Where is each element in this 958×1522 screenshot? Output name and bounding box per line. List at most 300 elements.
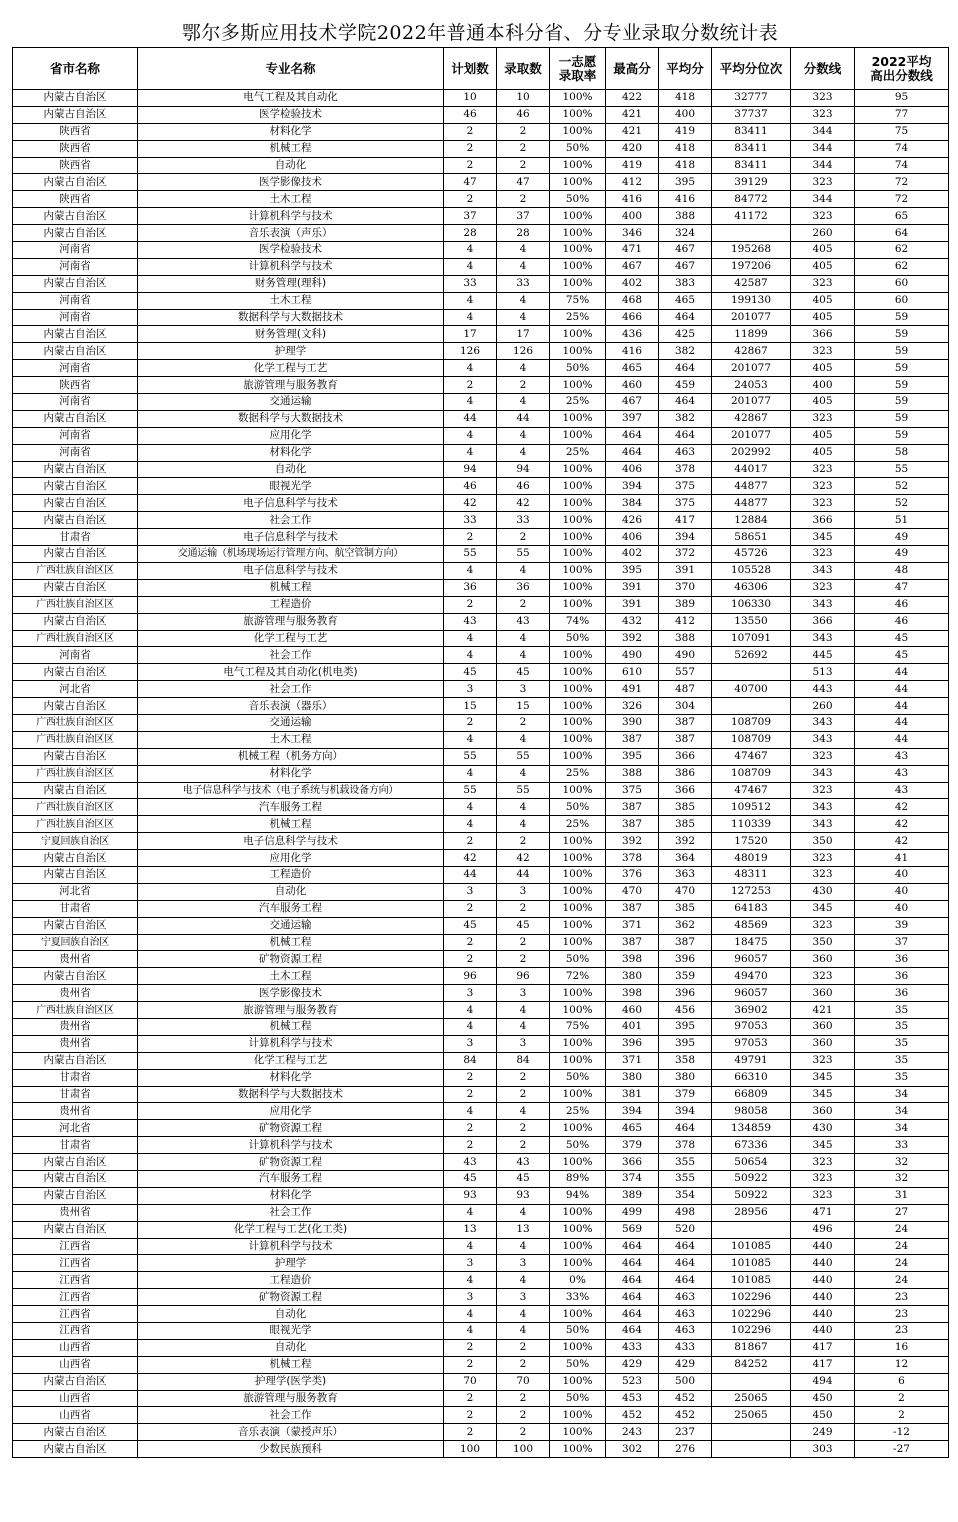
cell-province: 广西壮族自治区区 [13, 816, 138, 833]
cell-plan: 2 [444, 951, 497, 968]
cell-plan: 2 [444, 1069, 497, 1086]
cell-plan: 45 [444, 1171, 497, 1188]
cell-major: 医学影像技术 [138, 985, 444, 1002]
cell-major: 材料化学 [138, 444, 444, 461]
cell-above-line: 43 [855, 782, 949, 799]
cell-avg-rank [712, 1441, 791, 1458]
cell-avg-score: 385 [659, 799, 712, 816]
table-row [13, 562, 949, 579]
table-row [13, 495, 949, 512]
cell-avg-rank: 110339 [712, 816, 791, 833]
table-row [13, 968, 949, 985]
table-row [13, 1086, 949, 1103]
cell-score-line: 323 [791, 1171, 855, 1188]
cell-province: 内蒙古自治区 [13, 579, 138, 596]
cell-major: 旅游管理与服务教育 [138, 1002, 444, 1019]
cell-admit: 3 [497, 985, 550, 1002]
cell-above-line: 40 [855, 866, 949, 883]
col-header-avg: 平均分 [659, 48, 712, 90]
cell-first-choice-rate: 100% [550, 900, 606, 917]
cell-admit: 2 [497, 1120, 550, 1137]
cell-first-choice-rate: 100% [550, 529, 606, 546]
cell-max-score: 389 [606, 1187, 659, 1204]
cell-province: 内蒙古自治区 [13, 1154, 138, 1171]
cell-avg-score: 324 [659, 225, 712, 242]
cell-first-choice-rate: 72% [550, 968, 606, 985]
cell-plan: 2 [444, 900, 497, 917]
cell-max-score: 429 [606, 1356, 659, 1373]
cell-plan: 15 [444, 698, 497, 715]
cell-first-choice-rate: 100% [550, 495, 606, 512]
cell-score-line: 417 [791, 1356, 855, 1373]
cell-first-choice-rate: 100% [550, 579, 606, 596]
cell-major: 自动化 [138, 1306, 444, 1323]
cell-major: 矿物资源工程 [138, 1120, 444, 1137]
table-row [13, 985, 949, 1002]
cell-admit: 4 [497, 799, 550, 816]
cell-max-score: 470 [606, 883, 659, 900]
cell-first-choice-rate: 94% [550, 1187, 606, 1204]
cell-admit: 3 [497, 1289, 550, 1306]
cell-province: 内蒙古自治区 [13, 1441, 138, 1458]
cell-admit: 55 [497, 748, 550, 765]
cell-score-line: 350 [791, 934, 855, 951]
cell-above-line: 58 [855, 444, 949, 461]
cell-plan: 2 [444, 1339, 497, 1356]
cell-province: 内蒙古自治区 [13, 275, 138, 292]
cell-plan: 4 [444, 731, 497, 748]
cell-avg-score: 452 [659, 1407, 712, 1424]
cell-avg-rank: 13550 [712, 613, 791, 630]
cell-province: 内蒙古自治区 [13, 478, 138, 495]
cell-score-line: 303 [791, 1441, 855, 1458]
table-row [13, 900, 949, 917]
cell-avg-rank [712, 1373, 791, 1390]
cell-score-line: 350 [791, 833, 855, 850]
cell-avg-score: 385 [659, 816, 712, 833]
cell-avg-rank: 52692 [712, 647, 791, 664]
cell-admit: 2 [497, 596, 550, 613]
table-row [13, 1390, 949, 1407]
cell-score-line: 323 [791, 1154, 855, 1171]
cell-first-choice-rate: 100% [550, 714, 606, 731]
cell-avg-score: 370 [659, 579, 712, 596]
cell-above-line: 23 [855, 1289, 949, 1306]
cell-score-line: 440 [791, 1289, 855, 1306]
cell-admit: 4 [497, 1018, 550, 1035]
cell-avg-rank: 201077 [712, 309, 791, 326]
cell-max-score: 376 [606, 866, 659, 883]
cell-avg-rank: 83411 [712, 157, 791, 174]
cell-plan: 13 [444, 1221, 497, 1238]
cell-avg-score: 425 [659, 326, 712, 343]
cell-above-line: 40 [855, 883, 949, 900]
cell-avg-rank: 101085 [712, 1272, 791, 1289]
table-row [13, 292, 949, 309]
table-row [13, 1137, 949, 1154]
cell-avg-score: 463 [659, 1306, 712, 1323]
cell-major: 自动化 [138, 157, 444, 174]
cell-plan: 44 [444, 866, 497, 883]
cell-admit: 2 [497, 1069, 550, 1086]
cell-avg-score: 464 [659, 1120, 712, 1137]
cell-province: 河北省 [13, 1120, 138, 1137]
table-row [13, 833, 949, 850]
table-row [13, 123, 949, 140]
cell-admit: 4 [497, 427, 550, 444]
cell-province: 河北省 [13, 883, 138, 900]
cell-avg-rank: 127253 [712, 883, 791, 900]
cell-avg-rank: 49470 [712, 968, 791, 985]
col-header-max: 最高分 [606, 48, 659, 90]
cell-max-score: 380 [606, 1069, 659, 1086]
cell-score-line: 323 [791, 782, 855, 799]
cell-avg-score: 359 [659, 968, 712, 985]
cell-plan: 4 [444, 444, 497, 461]
cell-max-score: 464 [606, 1238, 659, 1255]
cell-first-choice-rate: 100% [550, 1306, 606, 1323]
cell-above-line: 59 [855, 377, 949, 394]
cell-first-choice-rate: 100% [550, 782, 606, 799]
cell-admit: 2 [497, 191, 550, 208]
cell-above-line: 40 [855, 900, 949, 917]
cell-province: 内蒙古自治区 [13, 495, 138, 512]
cell-avg-rank: 83411 [712, 140, 791, 157]
cell-score-line: 440 [791, 1323, 855, 1340]
cell-major: 数据科学与大数据技术 [138, 309, 444, 326]
cell-avg-rank: 32777 [712, 90, 791, 107]
cell-avg-score: 467 [659, 258, 712, 275]
cell-first-choice-rate: 100% [550, 1154, 606, 1171]
cell-avg-score: 467 [659, 242, 712, 259]
cell-max-score: 371 [606, 1052, 659, 1069]
cell-admit: 4 [497, 731, 550, 748]
cell-max-score: 491 [606, 681, 659, 698]
cell-above-line: -27 [855, 1441, 949, 1458]
cell-max-score: 464 [606, 1255, 659, 1272]
cell-avg-rank: 42587 [712, 275, 791, 292]
cell-avg-rank: 66310 [712, 1069, 791, 1086]
cell-above-line: 72 [855, 174, 949, 191]
cell-avg-score: 400 [659, 106, 712, 123]
cell-max-score: 390 [606, 714, 659, 731]
cell-avg-rank: 25065 [712, 1407, 791, 1424]
cell-province: 内蒙古自治区 [13, 698, 138, 715]
cell-score-line: 421 [791, 1002, 855, 1019]
cell-major: 社会工作 [138, 647, 444, 664]
cell-avg-rank: 102296 [712, 1289, 791, 1306]
cell-max-score: 392 [606, 630, 659, 647]
cell-score-line: 450 [791, 1390, 855, 1407]
cell-score-line: 360 [791, 1018, 855, 1035]
cell-avg-score: 464 [659, 360, 712, 377]
col-header-above-line1: 2022平均 [871, 53, 932, 69]
cell-major: 矿物资源工程 [138, 1289, 444, 1306]
cell-max-score: 387 [606, 900, 659, 917]
cell-first-choice-rate: 100% [550, 546, 606, 563]
cell-score-line: 343 [791, 731, 855, 748]
cell-max-score: 396 [606, 1035, 659, 1052]
cell-above-line: -12 [855, 1424, 949, 1441]
cell-score-line: 323 [791, 90, 855, 107]
cell-major: 数据科学与大数据技术 [138, 1086, 444, 1103]
cell-major: 交通运输 [138, 714, 444, 731]
cell-avg-score: 358 [659, 1052, 712, 1069]
cell-plan: 4 [444, 1002, 497, 1019]
table-row [13, 225, 949, 242]
cell-max-score: 346 [606, 225, 659, 242]
cell-above-line: 75 [855, 123, 949, 140]
cell-first-choice-rate: 25% [550, 765, 606, 782]
cell-major: 数据科学与大数据技术 [138, 410, 444, 427]
table-row [13, 106, 949, 123]
cell-avg-score: 382 [659, 343, 712, 360]
cell-score-line: 343 [791, 816, 855, 833]
cell-avg-rank [712, 1221, 791, 1238]
cell-admit: 2 [497, 1390, 550, 1407]
cell-plan: 46 [444, 478, 497, 495]
cell-above-line: 39 [855, 917, 949, 934]
cell-major: 工程造价 [138, 1272, 444, 1289]
cell-above-line: 41 [855, 850, 949, 867]
cell-plan: 4 [444, 1306, 497, 1323]
cell-province: 贵州省 [13, 1035, 138, 1052]
cell-score-line: 345 [791, 1086, 855, 1103]
cell-max-score: 391 [606, 579, 659, 596]
cell-above-line: 47 [855, 579, 949, 596]
table-row [13, 258, 949, 275]
cell-plan: 2 [444, 1424, 497, 1441]
cell-avg-rank: 197206 [712, 258, 791, 275]
table-row [13, 1052, 949, 1069]
cell-avg-score: 276 [659, 1441, 712, 1458]
cell-first-choice-rate: 100% [550, 1424, 606, 1441]
cell-major: 材料化学 [138, 1069, 444, 1086]
cell-avg-rank: 44017 [712, 461, 791, 478]
cell-max-score: 610 [606, 664, 659, 681]
cell-score-line: 345 [791, 900, 855, 917]
cell-avg-rank: 67336 [712, 1137, 791, 1154]
cell-score-line: 345 [791, 1069, 855, 1086]
cell-first-choice-rate: 50% [550, 140, 606, 157]
cell-above-line: 95 [855, 90, 949, 107]
cell-admit: 4 [497, 765, 550, 782]
cell-admit: 2 [497, 377, 550, 394]
cell-admit: 126 [497, 343, 550, 360]
cell-first-choice-rate: 100% [550, 1120, 606, 1137]
cell-admit: 2 [497, 529, 550, 546]
cell-score-line: 323 [791, 174, 855, 191]
cell-plan: 45 [444, 917, 497, 934]
table-row [13, 1069, 949, 1086]
cell-score-line: 323 [791, 275, 855, 292]
table-row [13, 1356, 949, 1373]
cell-admit: 55 [497, 782, 550, 799]
cell-avg-score: 418 [659, 140, 712, 157]
cell-max-score: 406 [606, 529, 659, 546]
cell-first-choice-rate: 100% [550, 1052, 606, 1069]
table-row [13, 917, 949, 934]
table-row [13, 647, 949, 664]
cell-plan: 37 [444, 208, 497, 225]
cell-admit: 3 [497, 681, 550, 698]
cell-above-line: 45 [855, 630, 949, 647]
cell-score-line: 345 [791, 529, 855, 546]
cell-plan: 4 [444, 309, 497, 326]
cell-score-line: 323 [791, 410, 855, 427]
cell-province: 河南省 [13, 394, 138, 411]
cell-first-choice-rate: 50% [550, 191, 606, 208]
cell-avg-score: 418 [659, 157, 712, 174]
cell-score-line: 343 [791, 630, 855, 647]
cell-max-score: 421 [606, 123, 659, 140]
table-row [13, 1238, 949, 1255]
cell-avg-score: 380 [659, 1069, 712, 1086]
cell-province: 内蒙古自治区 [13, 1221, 138, 1238]
cell-max-score: 460 [606, 377, 659, 394]
cell-admit: 2 [497, 833, 550, 850]
cell-plan: 42 [444, 495, 497, 512]
cell-major: 化学工程与工艺(化工类) [138, 1221, 444, 1238]
cell-avg-rank: 42867 [712, 410, 791, 427]
cell-major: 计算机科学与技术 [138, 1137, 444, 1154]
cell-province: 陕西省 [13, 157, 138, 174]
cell-province: 内蒙古自治区 [13, 174, 138, 191]
cell-score-line: 323 [791, 1052, 855, 1069]
cell-score-line: 323 [791, 579, 855, 596]
cell-score-line: 360 [791, 1035, 855, 1052]
cell-province: 内蒙古自治区 [13, 850, 138, 867]
cell-province: 内蒙古自治区 [13, 782, 138, 799]
cell-score-line: 260 [791, 225, 855, 242]
cell-admit: 4 [497, 647, 550, 664]
cell-major: 电气工程及其自动化 [138, 90, 444, 107]
cell-max-score: 453 [606, 1390, 659, 1407]
cell-score-line: 445 [791, 647, 855, 664]
cell-avg-rank: 201077 [712, 427, 791, 444]
cell-admit: 93 [497, 1187, 550, 1204]
cell-major: 工程造价 [138, 596, 444, 613]
table-row [13, 1018, 949, 1035]
cell-avg-rank: 107091 [712, 630, 791, 647]
cell-plan: 4 [444, 816, 497, 833]
cell-max-score: 523 [606, 1373, 659, 1390]
cell-max-score: 380 [606, 968, 659, 985]
cell-score-line: 343 [791, 714, 855, 731]
cell-avg-rank: 202992 [712, 444, 791, 461]
cell-max-score: 464 [606, 1306, 659, 1323]
cell-avg-rank: 201077 [712, 360, 791, 377]
cell-major: 电子信息科学与技术 [138, 833, 444, 850]
cell-avg-rank: 18475 [712, 934, 791, 951]
table-row [13, 1289, 949, 1306]
cell-avg-rank: 106330 [712, 596, 791, 613]
cell-above-line: 46 [855, 596, 949, 613]
cell-above-line: 62 [855, 258, 949, 275]
cell-avg-rank: 201077 [712, 394, 791, 411]
cell-above-line: 42 [855, 833, 949, 850]
cell-major: 工程造价 [138, 866, 444, 883]
cell-max-score: 387 [606, 799, 659, 816]
cell-admit: 96 [497, 968, 550, 985]
cell-plan: 45 [444, 664, 497, 681]
cell-score-line: 405 [791, 394, 855, 411]
cell-avg-score: 470 [659, 883, 712, 900]
cell-plan: 2 [444, 1086, 497, 1103]
cell-max-score: 387 [606, 731, 659, 748]
cell-above-line: 2 [855, 1407, 949, 1424]
cell-score-line: 440 [791, 1255, 855, 1272]
cell-major: 电子信息科学与技术（电子系统与机载设备方向） [138, 782, 444, 799]
cell-plan: 10 [444, 90, 497, 107]
cell-plan: 4 [444, 292, 497, 309]
cell-avg-score: 487 [659, 681, 712, 698]
table-row [13, 309, 949, 326]
table-row [13, 208, 949, 225]
cell-admit: 2 [497, 1086, 550, 1103]
cell-avg-score: 419 [659, 123, 712, 140]
table-row [13, 1441, 949, 1458]
cell-plan: 94 [444, 461, 497, 478]
cell-score-line: 344 [791, 157, 855, 174]
cell-admit: 28 [497, 225, 550, 242]
table-row [13, 461, 949, 478]
cell-major: 土木工程 [138, 968, 444, 985]
cell-avg-rank: 84252 [712, 1356, 791, 1373]
cell-major: 电子信息科学与技术 [138, 562, 444, 579]
cell-above-line: 44 [855, 698, 949, 715]
cell-major: 矿物资源工程 [138, 1154, 444, 1171]
table-row [13, 140, 949, 157]
cell-admit: 4 [497, 444, 550, 461]
cell-avg-score: 456 [659, 1002, 712, 1019]
cell-first-choice-rate: 100% [550, 1441, 606, 1458]
cell-admit: 4 [497, 1323, 550, 1340]
cell-avg-rank: 84772 [712, 191, 791, 208]
cell-score-line: 496 [791, 1221, 855, 1238]
cell-above-line: 46 [855, 613, 949, 630]
table-row [13, 866, 949, 883]
cell-admit: 4 [497, 1002, 550, 1019]
cell-plan: 4 [444, 799, 497, 816]
cell-score-line: 417 [791, 1339, 855, 1356]
cell-first-choice-rate: 75% [550, 292, 606, 309]
cell-above-line: 55 [855, 461, 949, 478]
cell-score-line: 343 [791, 562, 855, 579]
col-header-above [855, 48, 949, 90]
cell-max-score: 464 [606, 444, 659, 461]
cell-plan: 100 [444, 1441, 497, 1458]
cell-above-line: 72 [855, 191, 949, 208]
table-row [13, 478, 949, 495]
cell-above-line: 23 [855, 1306, 949, 1323]
cell-max-score: 464 [606, 427, 659, 444]
cell-first-choice-rate: 100% [550, 664, 606, 681]
cell-avg-score: 500 [659, 1373, 712, 1390]
cell-avg-score: 396 [659, 985, 712, 1002]
cell-above-line: 23 [855, 1323, 949, 1340]
cell-above-line: 32 [855, 1171, 949, 1188]
cell-province: 内蒙古自治区 [13, 1171, 138, 1188]
cell-avg-rank: 96057 [712, 985, 791, 1002]
cell-admit: 45 [497, 664, 550, 681]
cell-above-line: 34 [855, 1103, 949, 1120]
cell-score-line: 344 [791, 123, 855, 140]
cell-avg-score: 387 [659, 714, 712, 731]
cell-avg-rank: 47467 [712, 748, 791, 765]
cell-major: 汽车服务工程 [138, 1171, 444, 1188]
cell-above-line: 35 [855, 1018, 949, 1035]
